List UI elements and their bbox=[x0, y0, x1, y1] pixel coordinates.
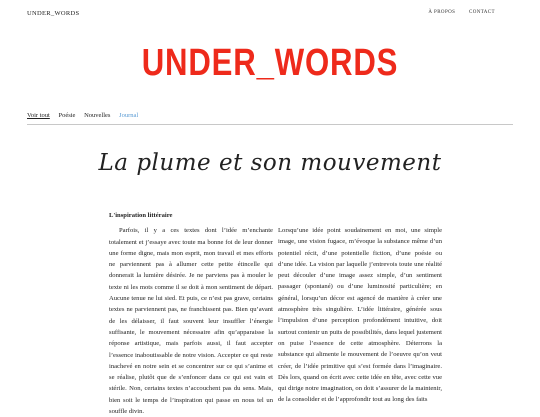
top-bar bbox=[0, 0, 540, 30]
section-heading: L'inspiration littéraire bbox=[109, 212, 173, 219]
paragraph-right: Lorsqu’une idée point soudainement en moi, une simple image, une vision fugace, m’évoque la substance même d’un potentiel récit, d’une potentielle fiction, d’une poésie ou d’une idée. La vision par laquelle j’entrevois toute une réalité peut découler d’une image assez simple, d’un sentiment passager (spontané) ou d’une luminosité particulière; en général, lorsqu’un décor est agencé de manière à créer une atmosphère très singulière. L’idée littéraire, générée sous l’impulsion d’une perception profondément intuitive, doit surtout contenir un puits de possibilités, dans lequel justement on puise l’essence de cette atmosphère. Déterrons la substance qui alimente le mouvement de l’oeuvre qu’on veut créer, de l’idée primitive qui s’est formée dans l’imaginaire. Dès lors, quand on écrit avec cette idée en tête, avec cette vue qui dirige notre imagination, on doit s’assurer de la maintenir, de la consolider et de l’approfondir tout au long des faits bbox=[278, 227, 442, 404]
top-nav bbox=[416, 10, 495, 15]
category-nav bbox=[27, 112, 145, 119]
category-all[interactable]: Voir tout bbox=[27, 112, 50, 119]
category-stories[interactable]: Nouvelles bbox=[84, 112, 111, 119]
article-column-right bbox=[278, 225, 442, 406]
nav-about-link[interactable]: À PROPOS bbox=[428, 10, 456, 15]
paragraph-left: Parfois, il y a ces textes dont l’idée m’enchante totalement et j’essaye avec toute ma bonne foi de leur donner une forme digne, mais mon esprit, mon travail et mes efforts ne parviennent pas à allumer cette petite étincelle qui donnerait la lumière désirée. Je ne parviens pas à mouler le texte ni les mots comme il se doit à mon sentiment de départ. Aucune tenue ne lui sied. Et puis, ce n’est pas grave, certains textes ne parviennent pas, ne franchissent pas. Bien qu’avant de les délaisser, il faut souvent leur insuffler l’énergie suffisante, le mouvement nécessaire afin qu’apparaisse la réponse artistique, mais parfois aussi, il faut accepter l’essence inaboutissable de notre vision. Accepter ce qui reste inachevé en notre sein et se concentrer sur ce qui s’anime et se réalise, plutôt que de s’enfoncer dans ce qui est vain et stérile. Non, certains textes n’accouchent pas du sens. Mais, bien soit le temps de l’inspiration qui passe en nous tel un souffle divin. bbox=[109, 227, 273, 416]
article-column-left bbox=[109, 210, 273, 417]
article-title: La plume et son mouvement bbox=[98, 150, 442, 176]
nav-contact-link[interactable]: CONTACT bbox=[468, 10, 495, 15]
category-poetry[interactable]: Poésie bbox=[58, 112, 76, 119]
brand-logo[interactable]: UNDER_WORDS bbox=[141, 42, 399, 84]
nav-divider bbox=[27, 124, 513, 125]
site-name-link[interactable]: UNDER_WORDS bbox=[27, 10, 80, 17]
category-journal[interactable]: Journal bbox=[119, 112, 139, 119]
